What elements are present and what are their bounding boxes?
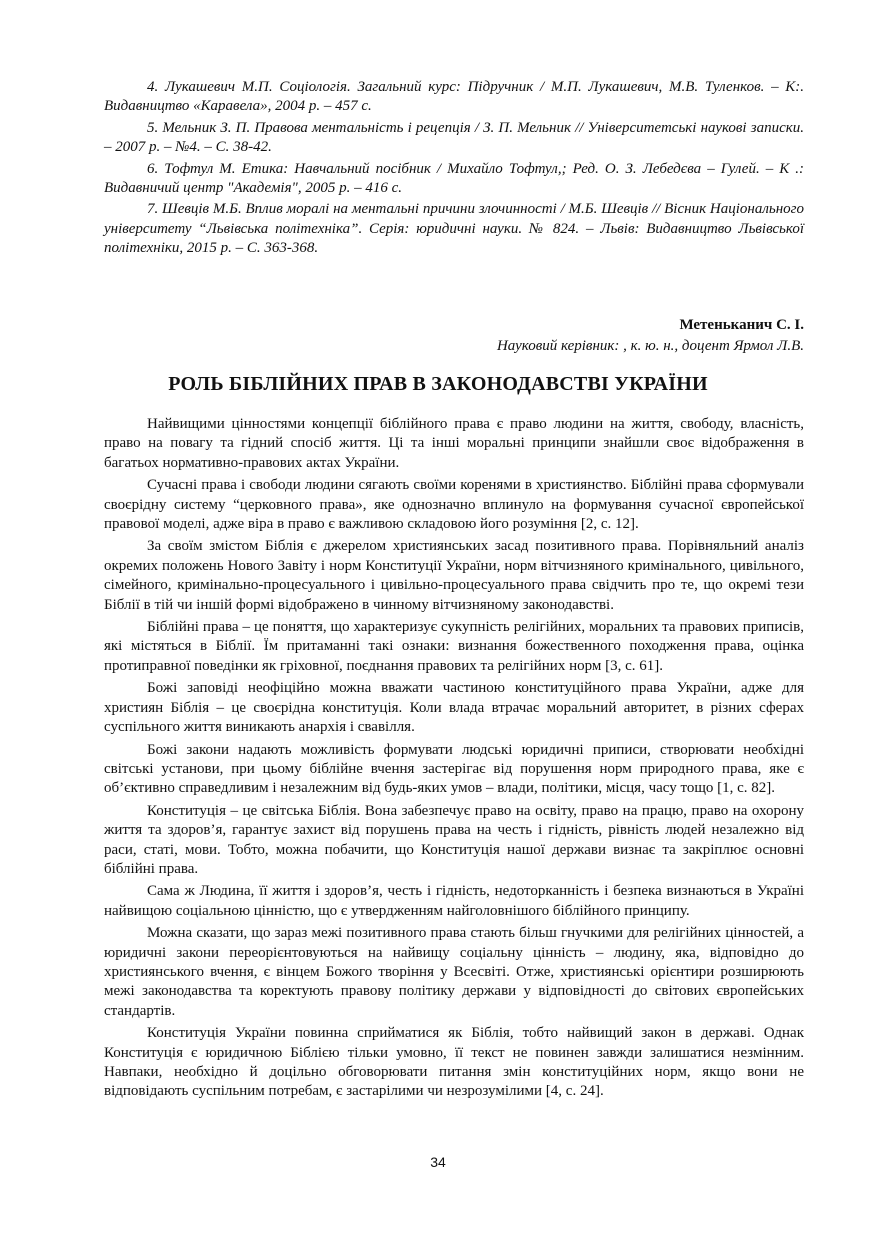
article-title: РОЛЬ БІБЛІЙНИХ ПРАВ В ЗАКОНОДАВСТВІ УКРАЇНИ	[168, 373, 708, 395]
author-name: Метеньканич С. І.	[679, 317, 804, 333]
body-paragraph: Божі заповіді неофіційно можна вважати частиною конституційного права України, адже для християн Біблія – це своєрідна конституція. Коли влада втрачає моральний авторитет, в різних сферах суспільного життя виникають анархія і свавілля.	[104, 680, 804, 736]
body-paragraph: Божі закони надають можливість формувати людські юридичні приписи, створювати необхідні світські установи, при цьому біблійне вчення застерігає від порушення норм природного права, яке є об’єктивно справедливим і незалежним від будь-яких умов – влади, політики, місця, часу тощо [1, с. 82].	[104, 741, 804, 797]
body-paragraph: За своїм змістом Біблія є джерелом християнських засад позитивного права. Порівняльний аналіз окремих положень Нового Завіту і норм Конституції України, норм вітчизняного кримінального, цивільного, сімейного, кримінально-процесуального і цивільно-процесуального права свідчить про те, що окремі тези Біблії в тій чи іншій формі відображено в чинному вітчизняному законодавстві.	[104, 538, 804, 613]
author-block	[104, 316, 804, 356]
scientific-advisor: Науковий керівник: , к. ю. н., доцент Ярмол Л.В.	[496, 338, 804, 354]
reference-item: 5. Мельник З. П. Правова ментальність і рецепція / З. П. Мельник // Університетські наукові записки. – 2007 р. – №4. – С. 38-42.	[104, 119, 804, 156]
reference-item: 6. Тофтул М. Етика: Навчальний посібник / Михайло Тофтул,; Ред. О. З. Лебедєва – Гулей. – К .: Видавничий центр "Академія", 2005 р. – 416 с.	[104, 160, 804, 197]
body-paragraph: Конституція України повинна сприйматися як Біблія, тобто найвищий закон в державі. Однак Конституція є юридичною Біблією тільки умовно, її текст не повинен завжди залишатися незмінним. Навпаки, необхідно й доцільно обговорювати питання змін конституційних норм, якщо вони не відповідають суспільним потребам, є застарілими чи незрозумілими [4, с. 24].	[104, 1025, 804, 1100]
body-paragraph: Найвищими цінностями концепції біблійного права є право людини на життя, свободу, власність, право на повагу та гідний спосіб життя. Ці та інші моральні принципи знайшли своє відображення в багатьох нормативно-правових актах України.	[104, 416, 804, 471]
body-paragraph: Конституція – це світська Біблія. Вона забезпечує право на освіту, право на працю, право на охорону життя та здоров’я, гарантує захист від порушень права на честь і гідність, рівність людей незалежно від раси, статі, мови. Тобто, можна побачити, що Конституція нашої держави визнає та закріплює основні біблійні права.	[104, 802, 804, 877]
reference-item: 4. Лукашевич М.П. Соціологія. Загальний курс: Підручник / М.П. Лукашевич, М.В. Туленков. – К:. Видавництво «Каравела», 2004 р. – 457 с.	[104, 79, 804, 115]
body-paragraph: Сучасні права і свободи людини сягають своїми коренями в християнство. Біблійні права сформували своєрідну систему “церковного права», яке однозначно вплинуло на формування сучасної європейської правової моделі, адже віра в право є важливою складовою його розуміння [2, с. 12].	[104, 477, 804, 533]
body-paragraph: Можна сказати, що зараз межі позитивного права стають більш гнучкими для релігійних цінностей, а юридичні закони переорієнтовуються на найвищу соціальну цінність – людину, яка, відповідно до християнського вчення, є вінцем Божого творіння у Всесвіті. Отже, християнські орієнтири розширюють межі законодавства та коректують правову політику держави у відповідності до світових європейських стандартів.	[104, 925, 804, 1019]
reference-item: 7. Шевців М.Б. Вплив моралі на ментальні причини злочинності / М.Б. Шевців // Вісник Національного університету “Львівська політехніка”. Серія: юридичні науки. № 824. – Львів: Видавництво Львівської політехніки, 2015 р. – С. 363-368.	[104, 201, 804, 257]
body-paragraph: Біблійні права – це поняття, що характеризує сукупність релігійних, моральних та правових приписів, які містяться в Біблії. Їм притаманні такі ознаки: визнання божественного походження права, оцінка протиправної поведінки як гріховної, поєднання правових та релігійних норм [3, с. 61].	[104, 619, 804, 674]
page-number: 34	[430, 1154, 446, 1170]
reference-list	[104, 78, 804, 261]
body-paragraph: Сама ж Людина, її життя і здоров’я, честь і гідність, недоторканність і безпека визнаються в Україні найвищою соціальною цінністю, що є утвердженням найголовнішого біблійного принципу.	[104, 883, 804, 919]
article-body	[104, 415, 804, 1105]
